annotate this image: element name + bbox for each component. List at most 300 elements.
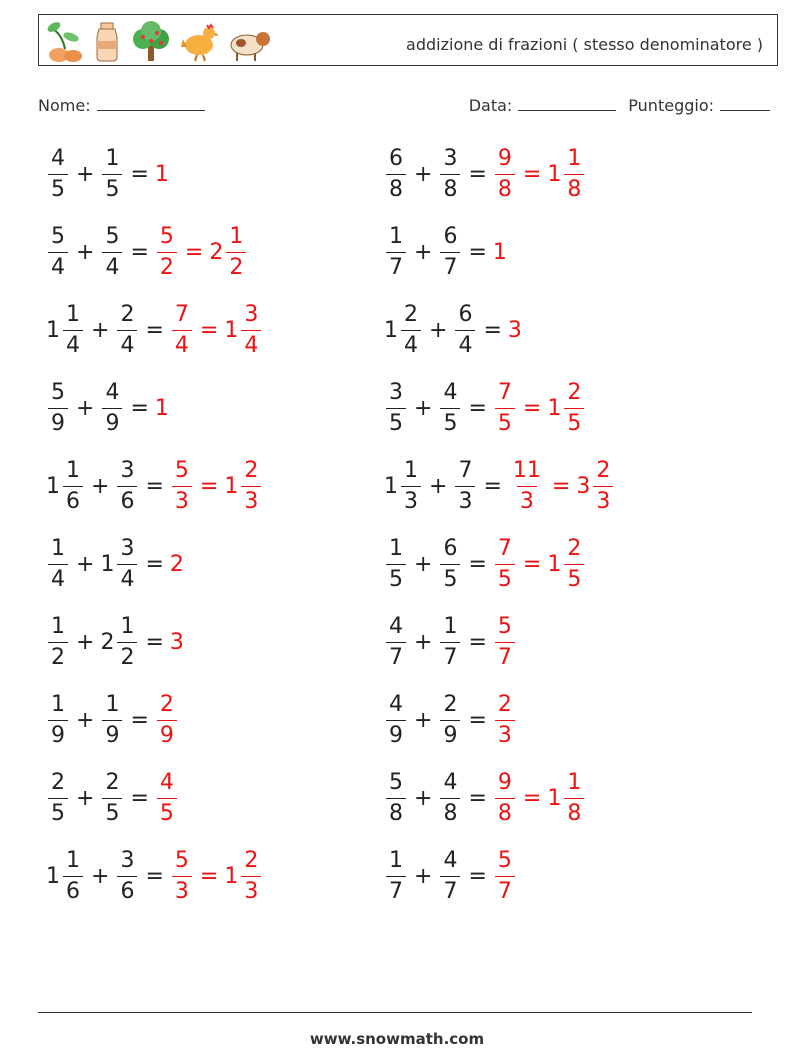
fraction [440, 379, 460, 436]
plus-sign: + [76, 239, 95, 265]
answer [155, 769, 179, 826]
fraction [440, 535, 460, 592]
problem-item [46, 220, 248, 284]
equals-sign: = [145, 629, 164, 655]
denominator: 5 [564, 408, 584, 435]
numerator: 7 [458, 457, 473, 483]
fraction [386, 691, 406, 748]
problem-item [384, 610, 517, 674]
answer [508, 457, 615, 514]
answer [493, 145, 586, 202]
fraction [241, 847, 261, 904]
equals-sign: = [468, 161, 487, 187]
numerator: 1 [51, 535, 65, 561]
numerator: 6 [443, 535, 458, 561]
whole-part: 1 [547, 161, 562, 187]
mixed-number [155, 396, 170, 421]
mixed-number [384, 847, 408, 904]
mixed-number [100, 535, 139, 592]
mixed-number [209, 223, 248, 280]
mixed-number [547, 769, 586, 826]
date-score-fields [469, 94, 770, 115]
numerator: 4 [105, 379, 120, 405]
denominator: 7 [440, 252, 460, 279]
fraction [48, 691, 68, 748]
whole-part: 1 [154, 395, 169, 421]
denominator: 8 [440, 174, 460, 201]
denominator: 8 [564, 798, 584, 825]
denominator: 2 [48, 642, 68, 669]
denominator: 7 [386, 876, 406, 903]
plus-sign: + [429, 317, 448, 343]
fraction [48, 145, 68, 202]
whole-part: 1 [46, 863, 60, 889]
answer [155, 396, 170, 421]
mixed-number [384, 769, 408, 826]
mixed-number [438, 613, 462, 670]
whole-part: 1 [384, 473, 398, 499]
equals-sign: = [522, 551, 542, 577]
mixed-number [384, 301, 423, 358]
equals-sign: = [468, 629, 487, 655]
numerator: 3 [244, 301, 259, 327]
denominator: 5 [48, 174, 68, 201]
numerator: 9 [497, 145, 512, 171]
mixed-number [224, 301, 263, 358]
numerator: 2 [497, 691, 512, 717]
equals-sign: = [468, 551, 487, 577]
denominator: 8 [440, 798, 460, 825]
score-field [628, 94, 770, 115]
equals-sign: = [199, 473, 219, 499]
answer [155, 162, 170, 187]
denominator: 4 [48, 252, 68, 279]
mixed-number [100, 769, 124, 826]
denominator: 4 [241, 330, 261, 357]
numerator: 2 [105, 769, 120, 795]
numerator: 6 [389, 145, 403, 171]
mixed-number [438, 223, 462, 280]
fraction [495, 847, 515, 904]
whole-part: 1 [46, 473, 60, 499]
answer [170, 847, 263, 904]
mixed-number [46, 145, 70, 202]
mixed-number [493, 145, 517, 202]
numerator: 2 [120, 301, 135, 327]
answer [170, 457, 263, 514]
denominator: 7 [440, 876, 460, 903]
whole-part: 1 [100, 551, 115, 577]
mixed-number [453, 301, 477, 358]
problem-item [46, 376, 170, 440]
numerator: 1 [229, 223, 244, 249]
numerator: 2 [244, 457, 259, 483]
fraction [455, 301, 475, 358]
denominator: 5 [386, 408, 406, 435]
equals-sign: = [130, 707, 149, 733]
answer [155, 691, 179, 748]
numerator: 1 [120, 613, 135, 639]
numerator: 2 [159, 691, 174, 717]
fraction [593, 457, 613, 514]
mixed-number [438, 145, 462, 202]
mixed-number [46, 691, 70, 748]
fraction [172, 457, 192, 514]
milk-jug-icon [91, 19, 123, 63]
numerator: 2 [567, 535, 582, 561]
mixed-number [384, 535, 408, 592]
numerator: 5 [174, 847, 189, 873]
fraction [386, 379, 406, 436]
denominator: 4 [48, 564, 68, 591]
denominator: 8 [495, 174, 515, 201]
denominator: 3 [172, 876, 192, 903]
mixed-number [493, 691, 517, 748]
numerator: 1 [389, 535, 403, 561]
denominator: 4 [401, 330, 421, 357]
numerator: 3 [120, 535, 135, 561]
plus-sign: + [91, 863, 110, 889]
whole-part: 1 [224, 317, 239, 343]
mixed-number [493, 535, 517, 592]
mixed-number [46, 769, 70, 826]
numerator: 4 [51, 145, 65, 171]
answer [170, 552, 185, 577]
problem-item [384, 220, 508, 284]
plus-sign: + [429, 473, 448, 499]
hen-icon [179, 19, 221, 63]
equals-sign: = [483, 473, 502, 499]
fraction [495, 769, 515, 826]
mixed-number [46, 613, 70, 670]
fraction [564, 145, 584, 202]
denominator: 5 [102, 798, 122, 825]
mixed-number [100, 145, 124, 202]
plus-sign: + [76, 707, 95, 733]
answer [493, 613, 517, 670]
equals-sign: = [145, 863, 164, 889]
denominator: 7 [495, 642, 515, 669]
denominator: 5 [495, 408, 515, 435]
score-blank[interactable] [720, 94, 770, 111]
whole-part: 1 [384, 317, 398, 343]
whole-part: 2 [100, 629, 115, 655]
denominator: 6 [63, 876, 83, 903]
mixed-number [170, 457, 194, 514]
answer [170, 301, 263, 358]
denominator: 6 [117, 876, 137, 903]
equals-sign: = [468, 395, 487, 421]
numerator: 1 [105, 691, 120, 717]
denominator: 8 [495, 798, 515, 825]
whole-part: 1 [547, 551, 562, 577]
fraction [510, 457, 544, 514]
fraction [117, 847, 137, 904]
equals-sign: = [199, 317, 219, 343]
denominator: 5 [157, 798, 177, 825]
footer-url: www.snowmath.com [309, 1030, 485, 1048]
denominator: 5 [440, 564, 460, 591]
equals-sign: = [184, 239, 204, 265]
denominator: 9 [386, 720, 406, 747]
equals-sign: = [522, 785, 542, 811]
numerator: 2 [404, 301, 418, 327]
whole-part: 3 [576, 473, 591, 499]
equals-sign: = [145, 551, 164, 577]
denominator: 8 [386, 798, 406, 825]
mixed-number [155, 691, 179, 748]
mixed-number [493, 240, 508, 265]
numerator: 4 [389, 691, 403, 717]
mixed-number [493, 847, 517, 904]
fraction [440, 847, 460, 904]
fraction [386, 769, 406, 826]
numerator: 2 [244, 847, 259, 873]
whole-part: 1 [547, 785, 562, 811]
numerator: 5 [105, 223, 120, 249]
fraction [386, 613, 406, 670]
numerator: 4 [389, 613, 403, 639]
problem-item [384, 298, 523, 362]
answer [493, 769, 586, 826]
date-label: Data: [468, 96, 513, 115]
answer [493, 691, 517, 748]
denominator: 2 [226, 252, 246, 279]
denominator: 8 [386, 174, 406, 201]
denominator: 3 [593, 486, 613, 513]
tree-icon [129, 19, 173, 63]
denominator: 3 [517, 486, 537, 513]
denominator: 4 [117, 330, 137, 357]
problem-item [384, 454, 615, 518]
fraction [117, 301, 137, 358]
denominator: 3 [455, 486, 475, 513]
numerator: 4 [443, 769, 458, 795]
score-label: Punteggio: [628, 96, 714, 115]
answer [493, 535, 586, 592]
fraction [48, 769, 68, 826]
plus-sign: + [76, 551, 95, 577]
whole-part: 1 [492, 239, 507, 265]
problem-item [46, 454, 263, 518]
whole-part: 1 [154, 161, 169, 187]
equals-sign: = [130, 239, 149, 265]
plus-sign: + [414, 707, 433, 733]
fraction [386, 847, 406, 904]
whole-part: 1 [46, 317, 60, 343]
denominator: 7 [386, 642, 406, 669]
whole-part: 3 [169, 629, 184, 655]
whole-part: 2 [209, 239, 224, 265]
fraction [495, 145, 515, 202]
mixed-number [493, 379, 517, 436]
numerator: 2 [51, 769, 65, 795]
equals-sign: = [130, 785, 149, 811]
plus-sign: + [414, 785, 433, 811]
numerator: 1 [443, 613, 458, 639]
numerator: 3 [120, 847, 135, 873]
footer-divider [38, 1012, 752, 1013]
denominator: 2 [157, 252, 177, 279]
fraction [63, 457, 83, 514]
whole-part: 2 [169, 551, 184, 577]
plus-sign: + [414, 395, 433, 421]
denominator: 6 [63, 486, 83, 513]
equals-sign: = [130, 161, 149, 187]
plus-sign: + [414, 629, 433, 655]
numerator: 5 [159, 223, 174, 249]
fraction [117, 535, 137, 592]
problem-item [384, 766, 586, 830]
mixed-number [547, 379, 586, 436]
denominator: 4 [102, 252, 122, 279]
mixed-number [438, 535, 462, 592]
plus-sign: + [414, 161, 433, 187]
answer [493, 379, 586, 436]
denominator: 5 [495, 564, 515, 591]
numerator: 3 [120, 457, 135, 483]
whole-part: 1 [547, 395, 562, 421]
equals-sign: = [522, 395, 542, 421]
equals-sign: = [145, 473, 164, 499]
numerator: 7 [497, 379, 512, 405]
mixed-number [438, 379, 462, 436]
numerator: 1 [51, 691, 65, 717]
fraction [440, 769, 460, 826]
fraction [386, 223, 406, 280]
mixed-number [508, 457, 546, 514]
plus-sign: + [414, 551, 433, 577]
numerator: 7 [497, 535, 512, 561]
mixed-number [100, 613, 139, 670]
fraction [495, 613, 515, 670]
numerator: 1 [567, 769, 582, 795]
mixed-number [493, 769, 517, 826]
name-blank[interactable] [97, 94, 205, 111]
denominator: 4 [172, 330, 192, 357]
fraction [172, 847, 192, 904]
mixed-number [100, 691, 124, 748]
sprout-icon [45, 19, 85, 63]
fraction [386, 145, 406, 202]
denominator: 5 [386, 564, 406, 591]
numerator: 6 [458, 301, 473, 327]
numerator: 5 [389, 769, 403, 795]
fraction [117, 613, 137, 670]
mixed-number [46, 847, 85, 904]
mixed-number [384, 691, 408, 748]
page-title: addizione di frazioni ( stesso denominatore ) [406, 35, 763, 54]
mixed-number [547, 535, 586, 592]
denominator: 5 [440, 408, 460, 435]
fraction [440, 691, 460, 748]
numerator: 3 [443, 145, 458, 171]
problem-item [384, 532, 586, 596]
whole-part: 3 [507, 317, 522, 343]
mixed-number [493, 613, 517, 670]
numerator: 1 [66, 847, 80, 873]
denominator: 7 [386, 252, 406, 279]
fraction [455, 457, 475, 514]
denominator: 9 [102, 408, 122, 435]
cow-icon [227, 19, 273, 63]
mixed-number [46, 223, 70, 280]
equals-sign: = [130, 395, 149, 421]
problem-item [46, 532, 185, 596]
mixed-number [224, 847, 263, 904]
mixed-number [46, 535, 70, 592]
date-blank[interactable] [518, 94, 616, 111]
plus-sign: + [414, 239, 433, 265]
mixed-number [384, 145, 408, 202]
numerator: 11 [512, 457, 541, 483]
fraction [401, 457, 421, 514]
fraction [440, 223, 460, 280]
plus-sign: + [414, 863, 433, 889]
fraction [564, 769, 584, 826]
denominator: 9 [157, 720, 177, 747]
worksheet-header [38, 14, 778, 66]
plus-sign: + [76, 629, 95, 655]
mixed-number [155, 162, 170, 187]
denominator: 8 [564, 174, 584, 201]
numerator: 5 [174, 457, 189, 483]
mixed-number [115, 457, 139, 514]
problem-item [384, 688, 517, 752]
fraction [495, 379, 515, 436]
fraction [102, 769, 122, 826]
denominator: 9 [440, 720, 460, 747]
mixed-number [576, 457, 615, 514]
equals-sign: = [468, 707, 487, 733]
numerator: 5 [51, 379, 65, 405]
name-field [38, 94, 205, 115]
fraction [63, 301, 83, 358]
whole-part: 1 [224, 863, 239, 889]
fraction [157, 691, 177, 748]
denominator: 4 [117, 564, 137, 591]
numerator: 6 [443, 223, 458, 249]
mixed-number [170, 847, 194, 904]
problem-item [46, 298, 263, 362]
fraction [241, 301, 261, 358]
denominator: 4 [63, 330, 83, 357]
numerator: 5 [497, 847, 512, 873]
mixed-number [384, 379, 408, 436]
numerator: 4 [443, 379, 458, 405]
plus-sign: + [76, 161, 95, 187]
problem-item [384, 844, 517, 908]
plus-sign: + [76, 395, 95, 421]
mixed-number [115, 847, 139, 904]
numerator: 1 [389, 847, 403, 873]
mixed-number [384, 613, 408, 670]
numerator: 1 [51, 613, 65, 639]
answer [155, 223, 248, 280]
equals-sign: = [468, 239, 487, 265]
denominator: 5 [102, 174, 122, 201]
name-label: Nome: [38, 96, 91, 115]
fraction [440, 613, 460, 670]
fraction [48, 535, 68, 592]
header-icons [45, 19, 273, 63]
numerator: 1 [66, 457, 80, 483]
mixed-number [224, 457, 263, 514]
answer [493, 240, 508, 265]
fraction [157, 223, 177, 280]
answer [508, 318, 523, 343]
mixed-number [155, 769, 179, 826]
